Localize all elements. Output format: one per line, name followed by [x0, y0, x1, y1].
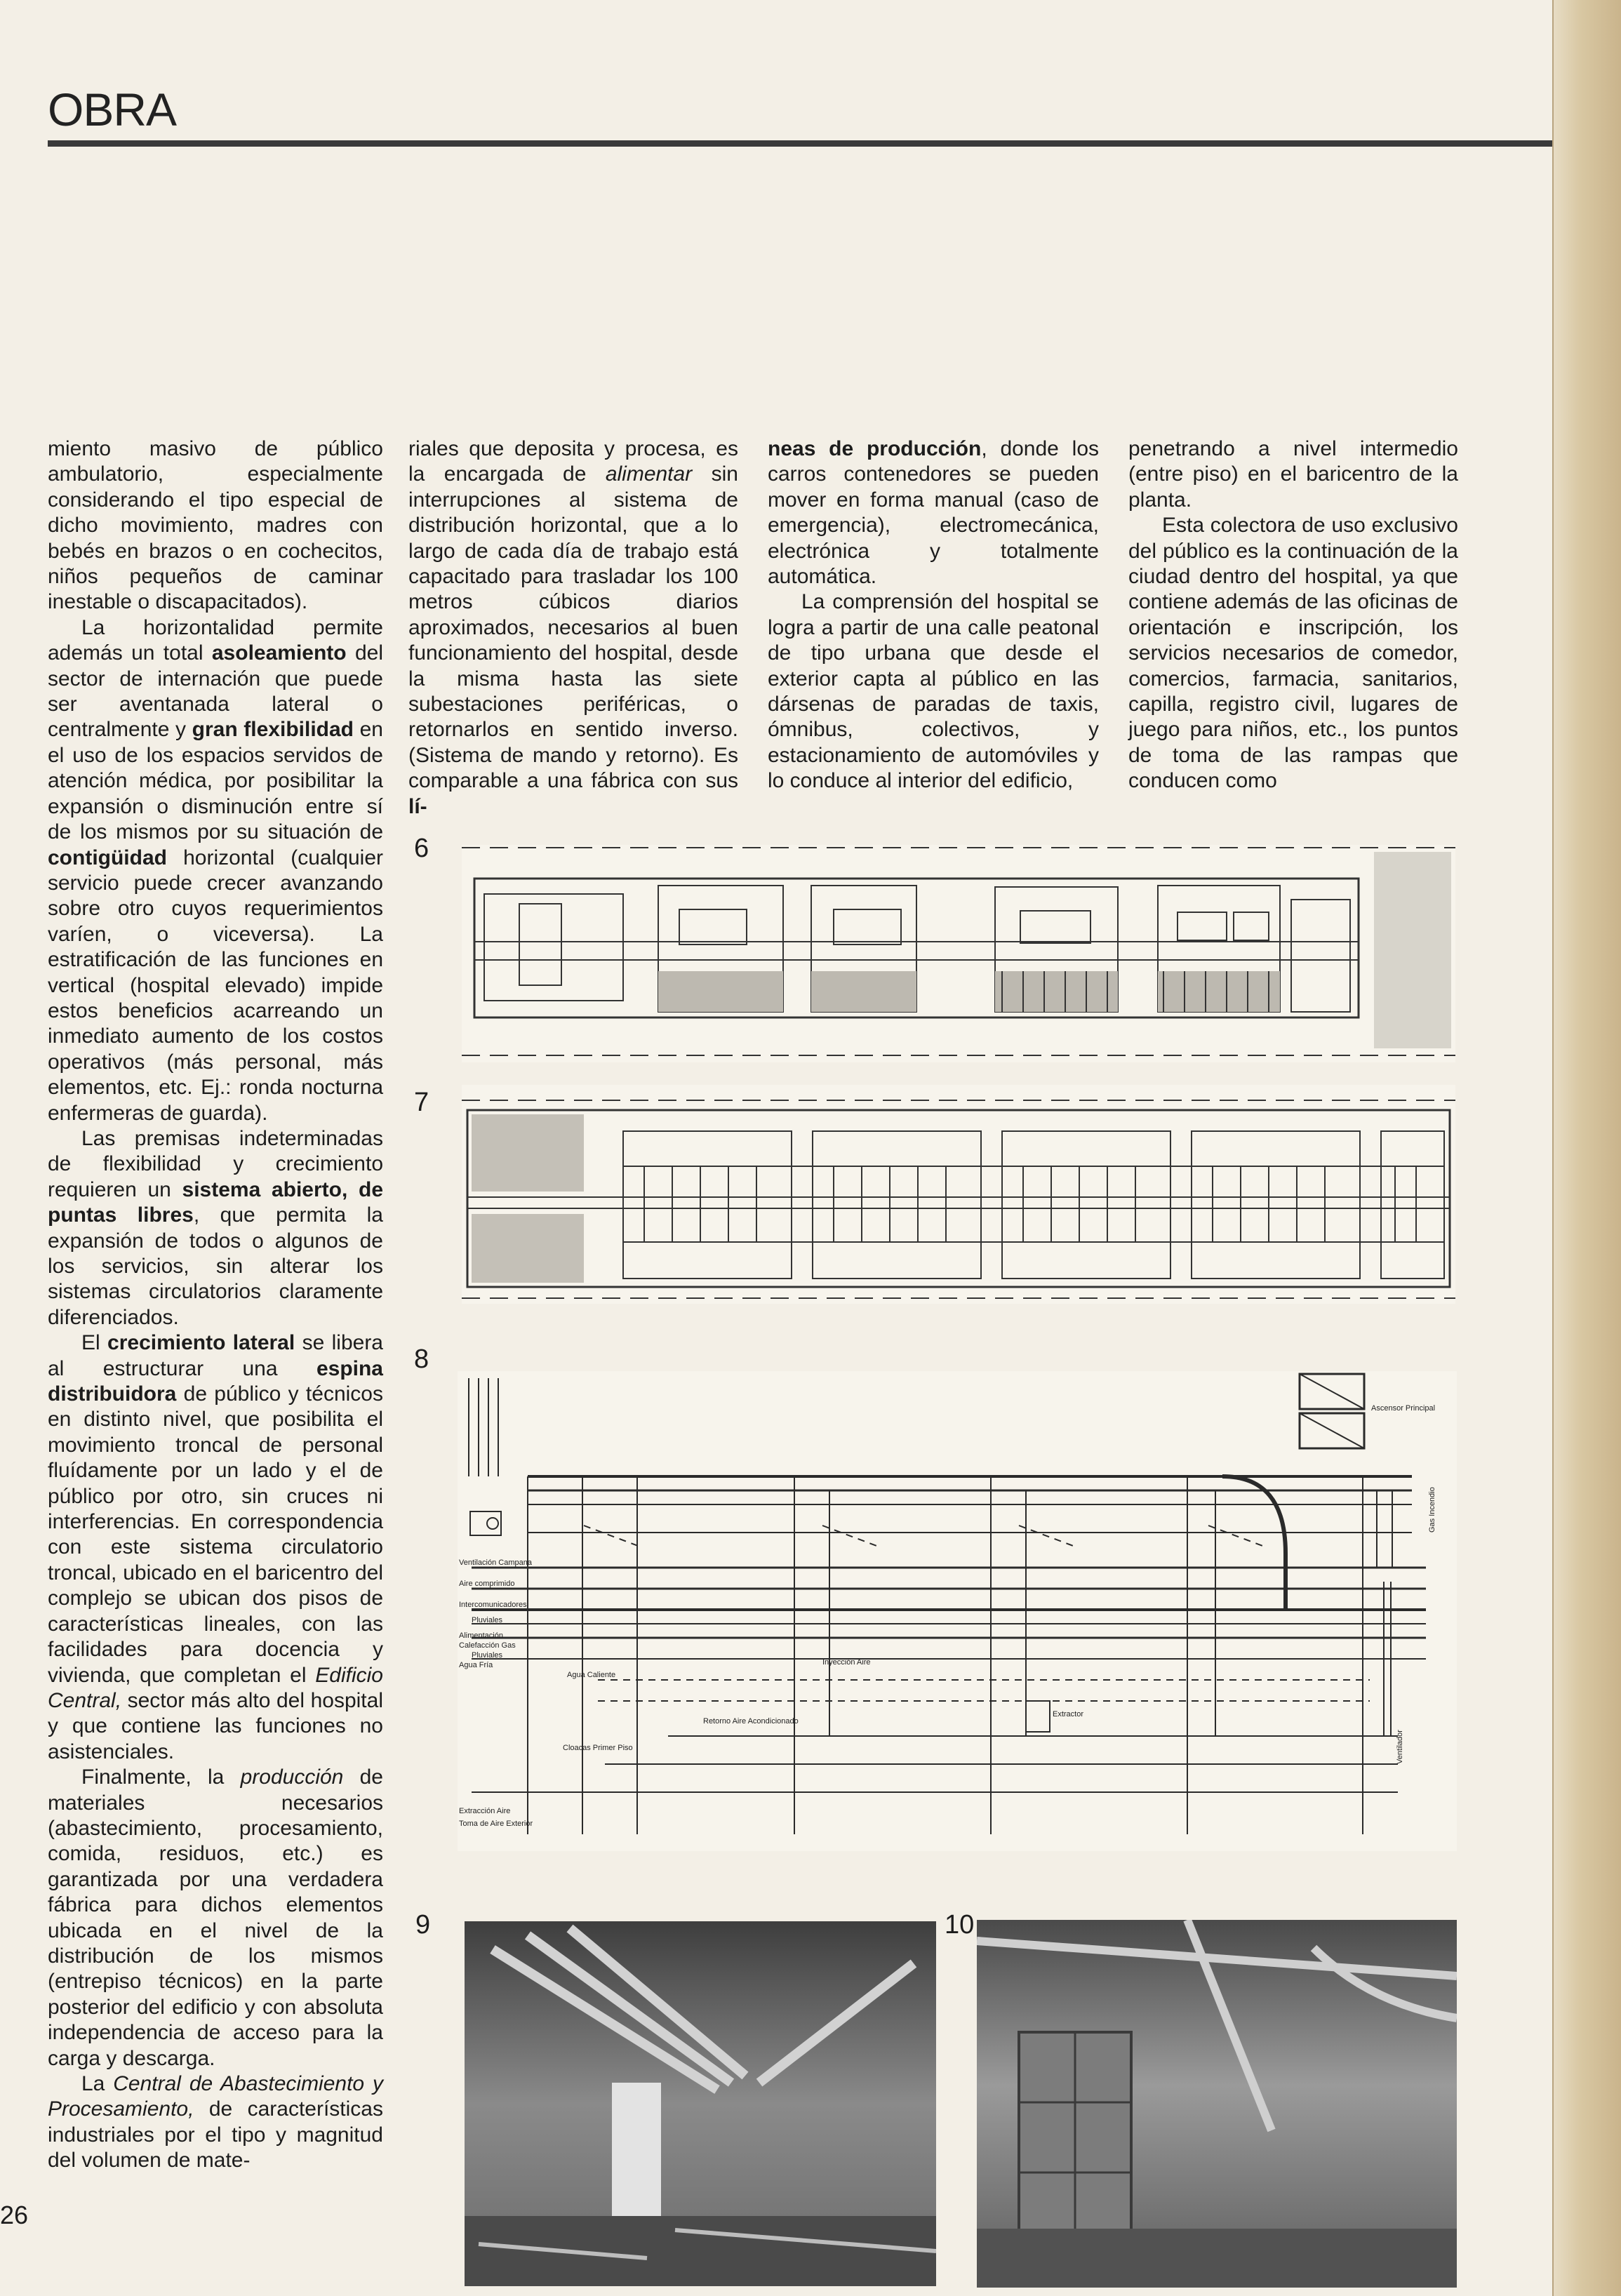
label-ventilacion-campana: Ventilación Campana [459, 1559, 532, 1567]
label-extraccion-aire: Extracción Aire [459, 1807, 511, 1815]
label-pluviales-1: Pluviales [472, 1616, 503, 1624]
figure-7-plan [462, 1085, 1455, 1304]
section-title: OBRA [48, 84, 177, 135]
paragraph: El crecimiento lateral se libera al estructurar una espina distribuidora de público y técnicos en distinto nivel, que posibilita el movimiento troncal de personal fluídamente por un lado y el de público por otro, sin cruces ni interferencias. En correspondencia con este sistema circulatorio troncal, ubicado en el baricentro del complejo se ubican dos pisos de características lineales, con las facilidades para docencia y vivienda, que completan el Edificio Central, sector más alto del hospital y que contiene las funciones no asistenciales. [48, 1331, 383, 1763]
text-column-1 [48, 436, 383, 2233]
figure-8-number: 8 [414, 1344, 429, 1374]
figure-10-number: 10 [945, 1910, 975, 1940]
figure-8-installations [458, 1371, 1457, 1851]
paragraph: Esta colectora de uso exclusivo del público es la continuación de la ciudad dentro del hospital, ya que contiene además de las oficinas de orientación e inscripción, los servicios necesarios de comedor, comercios, farmacia, sanitarios, capilla, registro civil, lugares de juego para niños, etc., los puntos de toma de las rampas que conducen como [1128, 514, 1458, 793]
label-ascensor-principal: Ascensor Principal [1371, 1404, 1436, 1413]
figure-9-number: 9 [415, 1910, 431, 1940]
text-column-3 [768, 436, 1099, 801]
paragraph: Las premisas indeterminadas de flexibilidad y crecimiento requieren un sistema abierto, de puntas libres, que permita la expansión de todos o algunos de los servicios, sin alterar los sistemas circulatorios claramente diferenciados. [48, 1126, 383, 1329]
label-toma-aire: Toma de Aire Exterior [459, 1820, 533, 1828]
paragraph: La Central de Abastecimiento y Procesamiento, de características industriales por el tipo y magnitud del volumen de mate- [48, 2072, 383, 2172]
label-intercomunicadores: Intercomunicadores [459, 1601, 527, 1609]
label-agua-caliente: Agua Caliente [567, 1671, 616, 1679]
label-gas-incendio: Gas Incendio [1428, 1487, 1436, 1533]
figure-6-plan [462, 845, 1455, 1062]
text-column-2 [408, 436, 738, 818]
paragraph: penetrando a nivel intermedio (entre piso) en el baricentro de la planta. [1128, 437, 1458, 512]
label-cloacas: Cloacas Primer Piso [563, 1744, 633, 1752]
label-inyeccion-aire: Inyección Aire [822, 1658, 871, 1667]
label-ventilador: Ventilador [1396, 1730, 1404, 1764]
header-rule [48, 140, 1552, 147]
figure-9-photo [465, 1921, 936, 2286]
label-extractor: Extractor [1053, 1710, 1084, 1718]
figure-6-number: 6 [414, 834, 429, 863]
paragraph: riales que deposita y procesa, es la encargada de alimentar sin interrupciones al sistema de distribución horizontal, que a lo largo de cada día de trabajo está capacitado para trasladar los 100 metros cúbicos diarios aproximados, necesarios al buen funcionamiento del hospital, desde la misma hasta las siete subestaciones periféricas, o retornarlos en sentido inverso. (Sistema de mando y retorno). Es comparable a una fábrica con sus lí- [408, 437, 738, 818]
figure-7-number: 7 [414, 1088, 429, 1117]
text-column-4 [1128, 436, 1458, 801]
paragraph: neas de producción, donde los carros contenedores se pueden mover en forma manual (caso de emergencia), electromecánica, electrónica y totalmente automática. [768, 437, 1100, 589]
paragraph: La horizontalidad permite además un total asoleamiento del sector de internación que puede ser aventanada lateral o centralmente y gran flexibilidad en el uso de los espacios servidos de atención médica, por posibilitar la expansión o disminución entre sí de los mismos por su situación de contigüidad horizontal (cualquier servicio puede crecer avanzando sobre otro cuyos requerimientos varíen, o viceversa). La estratificación de las funciones en vertical (hospital elevado) impide estos beneficios acarreando un inmediato aumento de los costos operativos (más personal, más elementos, etc. Ej.: ronda nocturna enfermeras de guarda). [48, 615, 383, 1125]
paragraph: Finalmente, la producción de materiales necesarios (abastecimiento, procesamiento, comida, residuos, etc.) es garantizada por una verdadera fábrica para dichos elementos ubicada en el nivel de la distribución de los mismos (entrepiso técnicos) en la parte posterior del edificio y con absoluta independencia de acceso para la carga y descarga. [48, 1766, 383, 2070]
label-agua-fria: Agua Fría [459, 1661, 493, 1669]
paragraph: La comprensión del hospital se logra a partir de una calle peatonal de tipo urbana que desde el exterior capta al público en las dársenas de paradas de taxis, ómnibus, colectivos, y estacionamiento de automóviles y lo conduce al interior del edificio, [768, 590, 1099, 793]
label-retorno-aire: Retorno Aire Acondicionado [703, 1717, 799, 1726]
label-alimentacion: Alimentación [459, 1631, 503, 1640]
figure-10-photo [977, 1920, 1457, 2288]
label-pluviales-2: Pluviales [472, 1651, 503, 1660]
page-edge [1552, 0, 1621, 2296]
label-calefaccion-gas: Calefacción Gas [459, 1641, 516, 1650]
paragraph: miento masivo de público ambulatorio, especialmente considerando el tipo especial de dicho movimiento, madres con bebés en brazos o en cochecitos, niños pequeños de caminar inestable o discapacitados). [48, 437, 383, 614]
page-number: 26 [0, 2201, 29, 2229]
label-aire-comprimido: Aire comprimido [459, 1580, 515, 1588]
